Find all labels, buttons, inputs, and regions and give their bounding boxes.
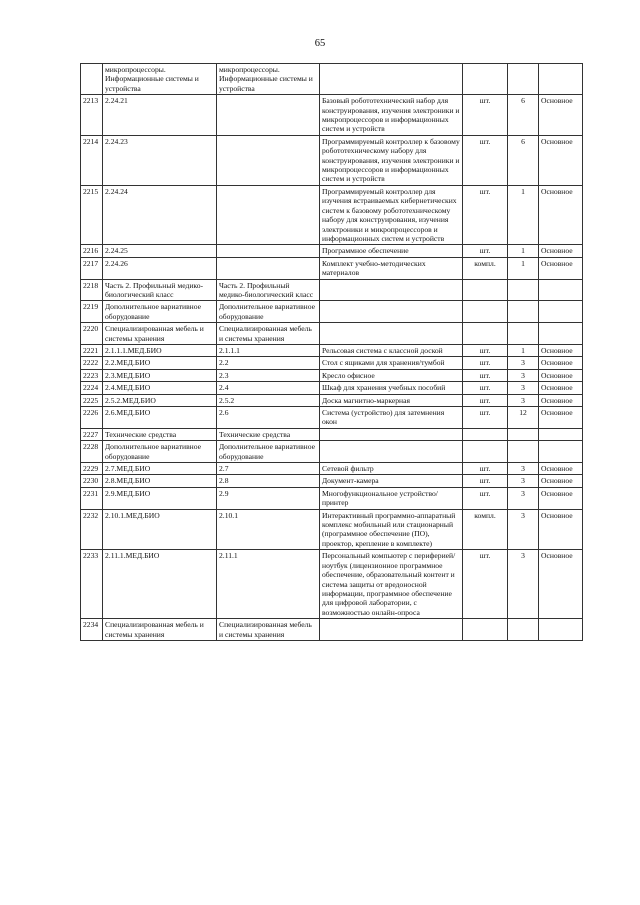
table-row bbox=[81, 475, 583, 487]
row-quantity-cell: 6 bbox=[508, 95, 539, 136]
row-name-cell bbox=[320, 64, 463, 95]
page-number: 65 bbox=[314, 38, 326, 49]
row-unit-cell bbox=[463, 323, 508, 345]
row-number-cell: 2217 bbox=[81, 257, 103, 279]
row-quantity-cell: 3 bbox=[508, 487, 539, 509]
row-number-cell: 2229 bbox=[81, 463, 103, 475]
table-row bbox=[81, 463, 583, 475]
row-section-cell bbox=[217, 245, 320, 257]
row-code-cell: 2.10.1.МЕД.БИО bbox=[103, 509, 217, 550]
row-name-cell: Шкаф для хранения учебных пособий bbox=[320, 382, 463, 394]
row-section-cell: Специализированная мебель и системы хранения bbox=[217, 323, 320, 345]
table-row bbox=[81, 279, 583, 301]
row-section-cell: 2.1.1.1 bbox=[217, 344, 320, 356]
table-row bbox=[81, 441, 583, 463]
row-code-cell: микропроцессоры. Информационные системы и устройства bbox=[103, 64, 217, 95]
table-row bbox=[81, 301, 583, 323]
row-section-cell bbox=[217, 95, 320, 136]
row-code-cell: 2.8.МЕД.БИО bbox=[103, 475, 217, 487]
row-type-cell bbox=[539, 279, 583, 301]
row-code-cell: 2.24.21 bbox=[103, 95, 217, 136]
row-section-cell: 2.9 bbox=[217, 487, 320, 509]
row-unit-cell bbox=[463, 619, 508, 641]
row-section-cell: Дополнительное вариативное оборудование bbox=[217, 301, 320, 323]
row-code-cell: 2.9.МЕД.БИО bbox=[103, 487, 217, 509]
row-quantity-cell: 6 bbox=[508, 135, 539, 185]
row-type-cell bbox=[539, 301, 583, 323]
row-section-cell: Дополнительное вариативное оборудование bbox=[217, 441, 320, 463]
row-section-cell bbox=[217, 257, 320, 279]
row-number-cell: 2225 bbox=[81, 394, 103, 406]
row-quantity-cell bbox=[508, 301, 539, 323]
row-quantity-cell: 3 bbox=[508, 369, 539, 381]
row-code-cell: 2.24.26 bbox=[103, 257, 217, 279]
row-type-cell: Основное bbox=[539, 257, 583, 279]
row-number-cell bbox=[81, 64, 103, 95]
row-type-cell: Основное bbox=[539, 475, 583, 487]
row-code-cell: 2.3.МЕД.БИО bbox=[103, 369, 217, 381]
row-name-cell: Программируемый контроллер для изучения встраиваемых кибернетических систем к базовому робототехническому набору для конструирования, изучения электроники и микропроцессоров и информационных систем и устройств bbox=[320, 185, 463, 244]
row-quantity-cell: 1 bbox=[508, 257, 539, 279]
row-number-cell: 2219 bbox=[81, 301, 103, 323]
row-type-cell: Основное bbox=[539, 369, 583, 381]
table-body bbox=[81, 64, 583, 641]
row-name-cell bbox=[320, 279, 463, 301]
row-unit-cell: шт. bbox=[463, 487, 508, 509]
row-code-cell: 2.2.МЕД.БИО bbox=[103, 357, 217, 369]
row-unit-cell bbox=[463, 301, 508, 323]
row-quantity-cell: 3 bbox=[508, 550, 539, 619]
row-section-cell: 2.11.1 bbox=[217, 550, 320, 619]
row-code-cell: Дополнительное вариативное оборудование bbox=[103, 301, 217, 323]
row-type-cell: Основное bbox=[539, 245, 583, 257]
table-row bbox=[81, 509, 583, 550]
row-number-cell: 2224 bbox=[81, 382, 103, 394]
row-quantity-cell bbox=[508, 619, 539, 641]
row-type-cell bbox=[539, 64, 583, 95]
row-quantity-cell bbox=[508, 64, 539, 95]
row-name-cell: Сетевой фильтр bbox=[320, 463, 463, 475]
row-unit-cell: шт. bbox=[463, 475, 508, 487]
row-unit-cell: шт. bbox=[463, 135, 508, 185]
row-type-cell: Основное bbox=[539, 509, 583, 550]
row-name-cell bbox=[320, 619, 463, 641]
row-section-cell: 2.6 bbox=[217, 407, 320, 429]
row-code-cell: 2.6.МЕД.БИО bbox=[103, 407, 217, 429]
row-number-cell: 2213 bbox=[81, 95, 103, 136]
row-unit-cell: компл. bbox=[463, 257, 508, 279]
row-unit-cell: шт. bbox=[463, 95, 508, 136]
row-number-cell: 2226 bbox=[81, 407, 103, 429]
row-code-cell: 2.7.МЕД.БИО bbox=[103, 463, 217, 475]
row-quantity-cell: 3 bbox=[508, 357, 539, 369]
row-number-cell: 2220 bbox=[81, 323, 103, 345]
row-number-cell: 2221 bbox=[81, 344, 103, 356]
row-number-cell: 2228 bbox=[81, 441, 103, 463]
row-code-cell: Дополнительное вариативное оборудование bbox=[103, 441, 217, 463]
row-section-cell: Специализированная мебель и системы хранения bbox=[217, 619, 320, 641]
row-unit-cell: шт. bbox=[463, 382, 508, 394]
row-section-cell bbox=[217, 135, 320, 185]
table-row bbox=[81, 428, 583, 440]
table-row bbox=[81, 369, 583, 381]
table-row bbox=[81, 185, 583, 244]
row-number-cell: 2233 bbox=[81, 550, 103, 619]
row-quantity-cell: 1 bbox=[508, 245, 539, 257]
row-number-cell: 2214 bbox=[81, 135, 103, 185]
table-row bbox=[81, 487, 583, 509]
row-code-cell: 2.4.МЕД.БИО bbox=[103, 382, 217, 394]
row-name-cell: Рельсовая система с классной доской bbox=[320, 344, 463, 356]
table-row bbox=[81, 95, 583, 136]
row-unit-cell: шт. bbox=[463, 369, 508, 381]
row-type-cell: Основное bbox=[539, 185, 583, 244]
row-section-cell: Часть 2. Профильный медико-биологический класс bbox=[217, 279, 320, 301]
table-row bbox=[81, 394, 583, 406]
row-name-cell bbox=[320, 441, 463, 463]
row-name-cell: Стол с ящиками для хранения/тумбой bbox=[320, 357, 463, 369]
row-code-cell: 2.1.1.1.МЕД.БИО bbox=[103, 344, 217, 356]
row-number-cell: 2223 bbox=[81, 369, 103, 381]
table-row bbox=[81, 357, 583, 369]
table-row bbox=[81, 245, 583, 257]
row-section-cell: 2.10.1 bbox=[217, 509, 320, 550]
row-unit-cell: шт. bbox=[463, 407, 508, 429]
row-quantity-cell: 3 bbox=[508, 382, 539, 394]
row-number-cell: 2222 bbox=[81, 357, 103, 369]
row-quantity-cell: 12 bbox=[508, 407, 539, 429]
row-name-cell bbox=[320, 301, 463, 323]
row-number-cell: 2227 bbox=[81, 428, 103, 440]
row-name-cell: Документ-камера bbox=[320, 475, 463, 487]
row-type-cell: Основное bbox=[539, 407, 583, 429]
row-name-cell: Доска магнитно-маркерная bbox=[320, 394, 463, 406]
row-quantity-cell bbox=[508, 279, 539, 301]
row-number-cell: 2232 bbox=[81, 509, 103, 550]
row-type-cell: Основное bbox=[539, 550, 583, 619]
row-name-cell: Базовый робототехнический набор для конструирования, изучения электроники и микропроцессоров и информационных систем и устройств bbox=[320, 95, 463, 136]
row-number-cell: 2215 bbox=[81, 185, 103, 244]
row-name-cell bbox=[320, 428, 463, 440]
row-quantity-cell: 3 bbox=[508, 509, 539, 550]
table-row bbox=[81, 135, 583, 185]
row-section-cell: 2.4 bbox=[217, 382, 320, 394]
row-unit-cell bbox=[463, 279, 508, 301]
row-type-cell: Основное bbox=[539, 95, 583, 136]
row-unit-cell: шт. bbox=[463, 394, 508, 406]
row-quantity-cell bbox=[508, 441, 539, 463]
row-code-cell: 2.24.24 bbox=[103, 185, 217, 244]
table-row bbox=[81, 619, 583, 641]
table-row bbox=[81, 344, 583, 356]
row-type-cell: Основное bbox=[539, 394, 583, 406]
row-type-cell: Основное bbox=[539, 463, 583, 475]
table-row bbox=[81, 64, 583, 95]
row-type-cell bbox=[539, 323, 583, 345]
row-name-cell: Программируемый контроллер к базовому робототехническому набору для конструирования, изучения электроники и микропроцессоров и информационных систем и устройств bbox=[320, 135, 463, 185]
row-section-cell: 2.3 bbox=[217, 369, 320, 381]
row-type-cell bbox=[539, 441, 583, 463]
row-type-cell bbox=[539, 619, 583, 641]
row-number-cell: 2234 bbox=[81, 619, 103, 641]
row-name-cell: Кресло офисное bbox=[320, 369, 463, 381]
row-code-cell: Часть 2. Профильный медико-биологический класс bbox=[103, 279, 217, 301]
row-section-cell: 2.5.2 bbox=[217, 394, 320, 406]
table-row bbox=[81, 550, 583, 619]
row-type-cell: Основное bbox=[539, 357, 583, 369]
row-type-cell: Основное bbox=[539, 135, 583, 185]
row-name-cell: Система (устройство) для затемнения окон bbox=[320, 407, 463, 429]
row-type-cell: Основное bbox=[539, 382, 583, 394]
row-section-cell: 2.8 bbox=[217, 475, 320, 487]
row-quantity-cell: 1 bbox=[508, 185, 539, 244]
row-quantity-cell bbox=[508, 428, 539, 440]
row-number-cell: 2231 bbox=[81, 487, 103, 509]
table-row bbox=[81, 323, 583, 345]
row-code-cell: Специализированная мебель и системы хранения bbox=[103, 323, 217, 345]
row-type-cell: Основное bbox=[539, 487, 583, 509]
row-code-cell: Технические средства bbox=[103, 428, 217, 440]
row-code-cell: 2.11.1.МЕД.БИО bbox=[103, 550, 217, 619]
row-section-cell: 2.2 bbox=[217, 357, 320, 369]
row-code-cell: Специализированная мебель и системы хранения bbox=[103, 619, 217, 641]
row-code-cell: 2.5.2.МЕД.БИО bbox=[103, 394, 217, 406]
row-code-cell: 2.24.25 bbox=[103, 245, 217, 257]
row-unit-cell: компл. bbox=[463, 509, 508, 550]
row-section-cell: 2.7 bbox=[217, 463, 320, 475]
row-name-cell: Комплект учебно-методических материалов bbox=[320, 257, 463, 279]
row-unit-cell: шт. bbox=[463, 463, 508, 475]
row-quantity-cell: 3 bbox=[508, 394, 539, 406]
row-type-cell bbox=[539, 428, 583, 440]
row-name-cell: Интерактивный программно-аппаратный комплекс мобильный или стационарный (программное обеспечение (ПО), проектор, крепление в комплекте) bbox=[320, 509, 463, 550]
row-unit-cell bbox=[463, 428, 508, 440]
row-unit-cell: шт. bbox=[463, 550, 508, 619]
row-unit-cell bbox=[463, 441, 508, 463]
row-name-cell: Многофункциональное устройство/принтер bbox=[320, 487, 463, 509]
row-code-cell: 2.24.23 bbox=[103, 135, 217, 185]
row-name-cell: Персональный компьютер с периферией/ноутбук (лицензионное программное обеспечение, образовательный контент и система защиты от вредоносной информации, программное обеспечение для цифровой лаборатории, с возможностью онлайн-опроса bbox=[320, 550, 463, 619]
row-number-cell: 2230 bbox=[81, 475, 103, 487]
row-name-cell bbox=[320, 323, 463, 345]
row-number-cell: 2218 bbox=[81, 279, 103, 301]
row-section-cell bbox=[217, 185, 320, 244]
row-unit-cell: шт. bbox=[463, 357, 508, 369]
row-section-cell: микропроцессоры. Информационные системы и устройства bbox=[217, 64, 320, 95]
row-section-cell: Технические средства bbox=[217, 428, 320, 440]
table-row bbox=[81, 257, 583, 279]
row-unit-cell: шт. bbox=[463, 245, 508, 257]
row-number-cell: 2216 bbox=[81, 245, 103, 257]
row-type-cell: Основное bbox=[539, 344, 583, 356]
row-unit-cell: шт. bbox=[463, 185, 508, 244]
row-quantity-cell: 3 bbox=[508, 463, 539, 475]
row-quantity-cell bbox=[508, 323, 539, 345]
row-unit-cell bbox=[463, 64, 508, 95]
table-row bbox=[81, 382, 583, 394]
row-quantity-cell: 1 bbox=[508, 344, 539, 356]
equipment-table bbox=[80, 63, 583, 641]
row-name-cell: Программное обеспечение bbox=[320, 245, 463, 257]
row-quantity-cell: 3 bbox=[508, 475, 539, 487]
table-row bbox=[81, 407, 583, 429]
row-unit-cell: шт. bbox=[463, 344, 508, 356]
